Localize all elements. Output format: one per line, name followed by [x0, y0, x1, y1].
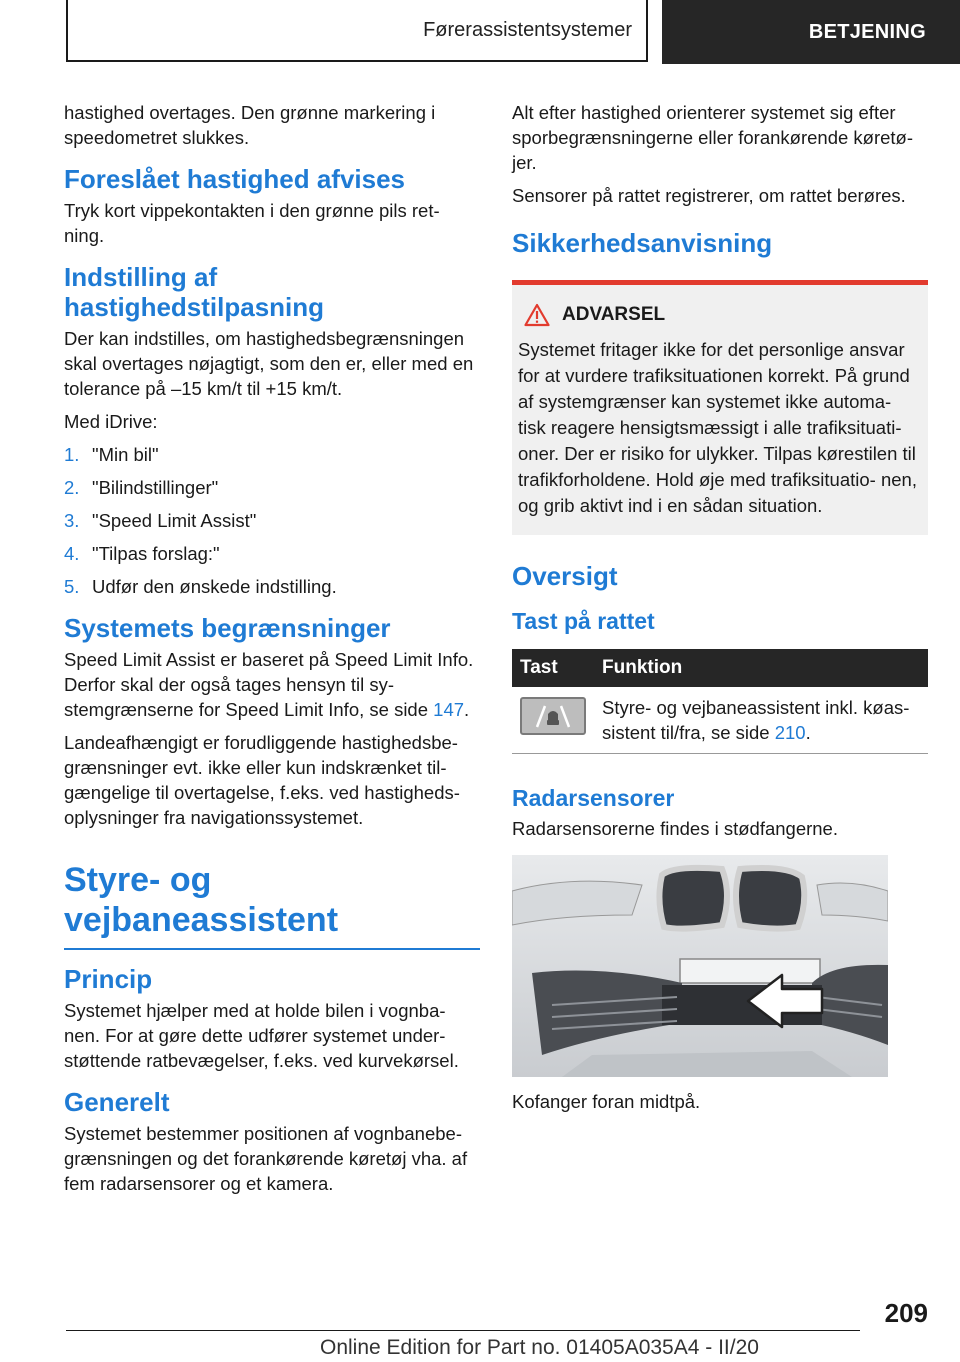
- step-text: "Min bil": [92, 444, 159, 465]
- warning-header: [524, 303, 922, 327]
- step-text: "Tilpas forslag:": [92, 543, 220, 564]
- step-text: "Bilindstillinger": [92, 477, 219, 498]
- step-text: Udfør den ønskede indstilling.: [92, 576, 337, 597]
- warning-triangle-icon: [524, 303, 550, 327]
- table-cell-key: [512, 687, 594, 754]
- header-section-tab: [66, 0, 648, 62]
- page-link-147[interactable]: 147: [433, 699, 465, 720]
- principle-paragraph: Systemet hjælper med at holde bilen i vognba- nen. For at gøre dette udfører systemet under- støttende ratbevægelser, f.eks. ved kurvekørsel.: [64, 1000, 459, 1071]
- heading-principle: Princip: [64, 964, 153, 994]
- sensors-paragraph: Sensorer på rattet registrerer, om rattet berøres.: [512, 185, 906, 206]
- list-item: [64, 508, 480, 533]
- column-header-key: Tast: [512, 649, 594, 687]
- photo-caption: Kofanger foran midtpå.: [512, 1091, 701, 1112]
- heading-radar-sensors: Radarsensorer: [512, 785, 675, 811]
- radar-paragraph: Radarsensorerne findes i stødfangerne.: [512, 818, 838, 839]
- button-function-table: [512, 649, 928, 754]
- step-number: 4.: [64, 543, 80, 564]
- footer-divider: [66, 1330, 860, 1331]
- warning-text: Systemet fritager ikke for det personlige ansvar for at vurdere trafiksituationen korrekt. På grund af systemgrænser kan systemet ikke automa- tisk reagere hensigtsmæssigt i alle trafiksituati- oner. Der er risiko for ulykker. Tilpas kørestilen til trafikforholdene. Hold øje med trafiksituatio- nen, og grib aktivt ind i en sådan situation.: [518, 339, 917, 516]
- header-section-title: Førerassistentsystemer: [423, 18, 632, 41]
- list-item: [64, 475, 480, 500]
- function-text: Styre- og vejbaneassistent inkl. køas- sistent til/fra, se side: [602, 697, 910, 743]
- list-item: [64, 442, 480, 467]
- idrive-paragraph: Med iDrive:: [64, 411, 158, 432]
- heading-reject-speed: Foreslået hastighed afvises: [64, 164, 406, 194]
- idrive-steps: [64, 442, 480, 599]
- heading-steering-button: Tast på rattet: [512, 608, 655, 634]
- heading-system-limits: Systemets begrænsninger: [64, 613, 391, 643]
- step-number: 2.: [64, 477, 80, 498]
- reject-paragraph: Tryk kort vippekontakten i den grønne pils ret- ning.: [64, 200, 440, 246]
- footer-edition: Online Edition for Part no. 01405A035A4 - II/20: [320, 1336, 759, 1359]
- heading-speed-setting: [64, 262, 480, 322]
- table-cell-function: Styre- og vejbaneassistent inkl. køas- sistent til/fra, se side 210.: [594, 687, 928, 754]
- table-header-row: [512, 649, 928, 687]
- left-column: [64, 100, 480, 1204]
- step-number: 3.: [64, 510, 80, 531]
- warning-box: [512, 280, 928, 535]
- general-paragraph: Systemet bestemmer positionen af vognbanebe- grænsningen og det forankørende køretøj vha. af fem radarsensorer og et kamera.: [64, 1123, 468, 1194]
- step-number: 5.: [64, 576, 80, 597]
- right-column: [512, 100, 928, 1122]
- column-header-function: Funktion: [594, 649, 928, 687]
- step-number: 1.: [64, 444, 80, 465]
- heading-overview: Oversigt: [512, 561, 618, 591]
- step-text: "Speed Limit Assist": [92, 510, 257, 531]
- heading-steering-assistant: Styre- og vejbaneassistent: [64, 861, 339, 939]
- front-bumper-photo: [512, 855, 888, 1077]
- list-item: [64, 541, 480, 566]
- page-number: 209: [884, 1298, 928, 1328]
- heading-speed-setting-line2: hastighedstilpasning: [64, 292, 325, 322]
- heading-safety: Sikkerhedsanvisning: [512, 228, 773, 258]
- limits-text: Speed Limit Assist er baseret på Speed Limit Info. Derfor skal der også tages hensyn til sy- stemgrænserne for Speed Limit Info, se side: [64, 649, 474, 720]
- setting-paragraph: Der kan indstilles, om hastighedsbegrænsningen skal overtages nøjagtigt, som den er, eller med en tolerance på –15 km/t til +15 km/t.: [64, 328, 474, 399]
- heading-speed-setting-line1: Indstilling af: [64, 262, 218, 292]
- lane-assist-button-icon: [520, 697, 586, 735]
- intro-paragraph: hastighed overtages. Den grønne markering i speedometret slukkes.: [64, 102, 436, 148]
- list-item: [64, 574, 480, 599]
- header-chapter-tab: [662, 0, 960, 64]
- orient-paragraph: Alt efter hastighed orienterer systemet sig efter sporbegrænsningerne eller forankørende køretø- jer.: [512, 102, 914, 173]
- heading-divider: [64, 948, 480, 950]
- page-link-210[interactable]: 210: [774, 722, 806, 743]
- header-chapter-title: BETJENING: [808, 20, 926, 43]
- table-row: [512, 687, 928, 754]
- heading-general: Generelt: [64, 1087, 170, 1117]
- limits-paragraph: Speed Limit Assist er baseret på Speed Limit Info. Derfor skal der også tages hensyn til sy- stemgrænserne for Speed Limit Info, se side 147.: [64, 649, 474, 720]
- warning-title: ADVARSEL: [562, 304, 666, 325]
- limits-paragraph-2: Landeafhængigt er forudliggende hastighedsbe- grænsninger evt. ikke eller kun indskrænket til- gængelige til overtagelse, f.eks. ved hastigheds- oplysninger fra navigationssystemet.: [64, 732, 460, 828]
